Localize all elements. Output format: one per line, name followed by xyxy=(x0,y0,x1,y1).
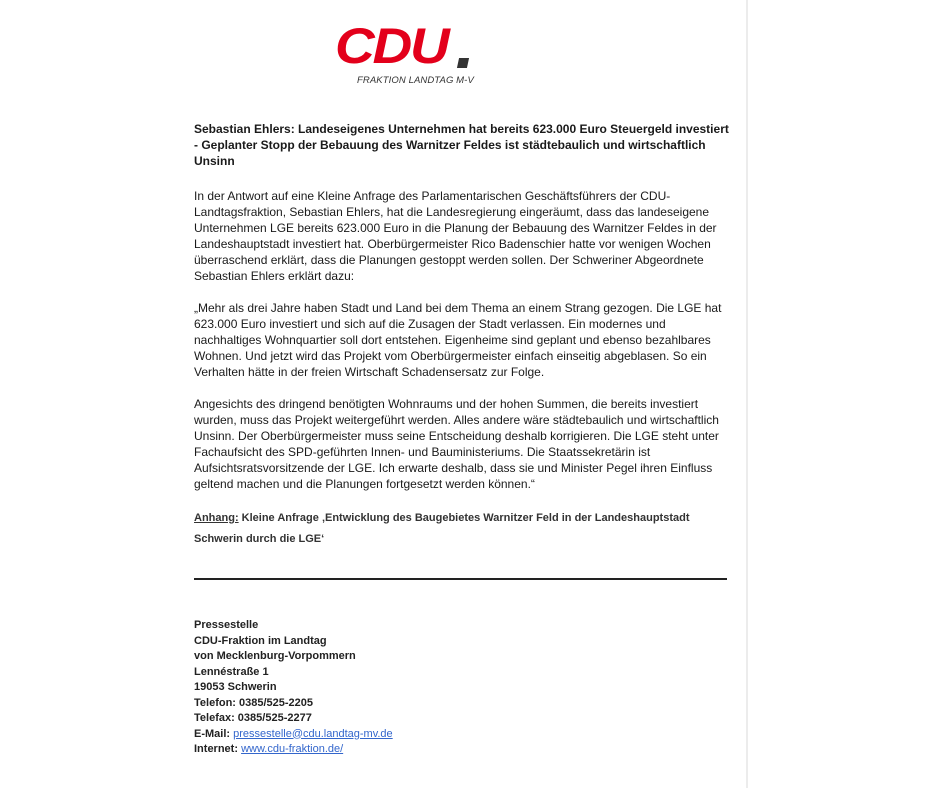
attachment-text: Kleine Anfrage ‚Entwicklung des Baugebietes Warnitzer Feld in der Landeshauptstadt Schwerin durch die LGE‘ xyxy=(194,512,690,545)
footer-line-state: von Mecklenburg-Vorpommern xyxy=(194,650,356,662)
footer-line-email xyxy=(194,727,393,743)
paragraph-intro: In der Antwort auf eine Kleine Anfrage des Parlamentarischen Geschäftsführers der CDU-Landtagsfraktion, Sebastian Ehlers, hat die Landesregierung eingeräumt, dass das landeseigene Unternehmen LGE bereits 623.000 Euro in die Planung der Bebauung des Warnitzer Feldes in der Landeshauptstadt investiert hat. Oberbürgermeister Rico Badenschier hatte vor wenigen Wochen überraschend erklärt, dass die Planungen gestoppt werden sollen. Der Schweriner Abgeordnete Sebastian Ehlers erklärt dazu: xyxy=(194,189,717,283)
logo-dot-icon xyxy=(457,58,469,68)
email-label: E-Mail: xyxy=(194,727,234,740)
footer-line-office: Pressestelle xyxy=(194,619,259,631)
page-edge-divider xyxy=(746,0,748,788)
paragraph-quote-2: Angesichts des dringend benötigten Wohnraums und der hohen Summen, die bereits investiert wurden, muss das Projekt weitergeführt werden. Alles andere wäre städtebaulich und wirtschaftlich Unsinn. Der Oberbürgermeister muss seine Entscheidung deshalb korrigieren. Die LGE steht unter Fachaufsicht des SPD-geführten Innen- und Bauministeriums. Die Staatssekretärin ist Aufsichtsratsvorsitzende der LGE. Ich erwarte deshalb, dass sie und Minister Pegel ihren Einfluss geltend machen und die Planungen fortgesetzt werden können.“ xyxy=(194,397,719,491)
logo-wordmark: CDU xyxy=(335,18,448,74)
headline: Sebastian Ehlers: Landeseigenes Unternehmen hat bereits 623.000 Euro Steuergeld investiert - Geplanter Stopp der Bebauung des Warnitzer Feldes ist städtebaulich und wirtschaftlich Unsinn xyxy=(194,122,729,168)
footer-line-fax: Telefax: 0385/525-2277 xyxy=(194,712,312,724)
attachment-label: Anhang: xyxy=(194,512,239,524)
email-link[interactable]: pressestelle@cdu.landtag-mv.de xyxy=(233,727,393,740)
horizontal-rule xyxy=(194,578,727,580)
footer-line-phone: Telefon: 0385/525-2205 xyxy=(194,696,314,709)
attachment-note xyxy=(194,508,734,550)
internet-label: Internet: xyxy=(194,743,242,755)
website-link[interactable]: www.cdu-fraktion.de/ xyxy=(241,743,344,755)
footer-line-internet xyxy=(194,742,393,758)
press-release-body xyxy=(194,121,734,550)
footer-line-street: Lennéstraße 1 xyxy=(194,665,269,678)
contact-footer xyxy=(194,618,393,758)
paragraph-quote-1: „Mehr als drei Jahre haben Stadt und Land bei dem Thema an einem Strang gezogen. Die LGE hat 623.000 Euro investiert und sich auf die Zusagen der Stadt verlassen. Ein modernes und nachhaltiges Wohnquartier soll dort entstehen. Eigenheime sind geplant und ebenso bezahlbares Wohnen. Und jetzt wird das Projekt vom Oberbürgermeister einfach einseitig abgeblasen. So ein Verhalten hätte in der freien Wirtschaft Schadensersatz zur Folge. xyxy=(194,301,722,379)
footer-line-city: 19053 Schwerin xyxy=(194,681,277,693)
cdu-logo xyxy=(335,18,475,92)
footer-line-org: CDU-Fraktion im Landtag xyxy=(194,634,327,647)
logo-subtitle: FRAKTION LANDTAG M-V xyxy=(357,75,474,86)
